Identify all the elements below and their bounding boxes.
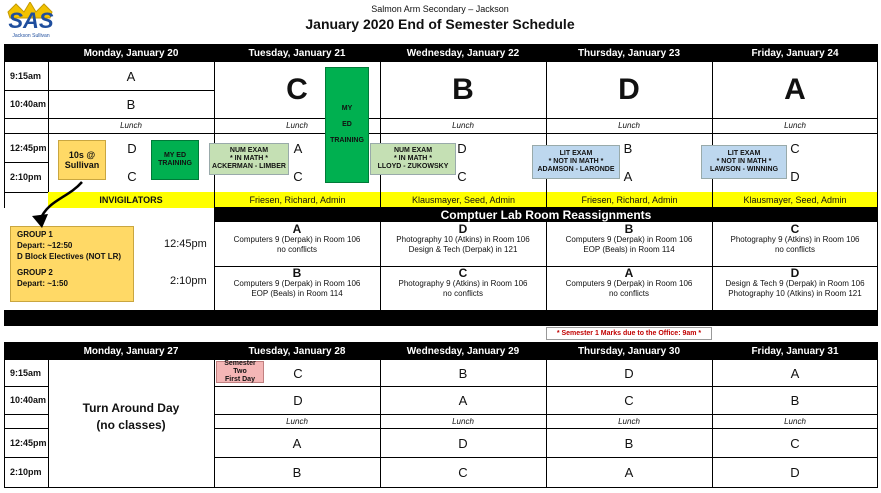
note-line: First Day: [225, 376, 255, 384]
block-cell: D: [293, 393, 303, 408]
lab-cell: [214, 267, 380, 299]
big-block-letter: D: [618, 73, 640, 106]
logo: [4, 2, 56, 42]
block-cell: A: [126, 68, 136, 84]
lab-letter: C: [790, 222, 800, 236]
note-line: TRAINING: [330, 137, 364, 145]
exam-note: NUM EXAM * IN MATH * LLOYD - ZUKOWSKY: [370, 143, 456, 175]
block-cell: A: [292, 435, 302, 451]
lunch-label: Lunch: [452, 121, 474, 130]
lab-letter: D: [790, 266, 800, 280]
logo-sub: Jackson Sullivan: [12, 33, 50, 39]
lab-cell: [380, 223, 546, 255]
time-label: 12:45pm: [10, 437, 47, 448]
lab-line: Photography 9 (Atkins) in Room 106: [398, 279, 528, 288]
group-line: GROUP 1: [17, 230, 53, 239]
lunch-label: Lunch: [784, 121, 806, 130]
block-cell: C: [293, 168, 303, 184]
block-cell: A: [790, 365, 800, 381]
exam-note: LIT EXAM * NOT IN MATH * LAWSON - WINNING: [701, 145, 787, 179]
myed-training-tall-note: [325, 67, 369, 183]
block-cell: C: [457, 168, 467, 184]
lab-letter: C: [458, 266, 468, 280]
marks-due-note: * Semester 1 Marks due to the Office: 9am *: [546, 327, 712, 340]
big-block-letter: C: [286, 73, 308, 106]
lunch-label: Lunch: [286, 121, 308, 130]
group-line: GROUP 2: [17, 268, 53, 278]
invigilator-names: Friesen, Richard, Admin: [547, 192, 712, 208]
block-cell: D: [790, 465, 800, 480]
lab-line: Computers 9 (Derpak) in Room 106: [565, 235, 693, 244]
lab-letter: A: [624, 266, 634, 280]
lab-line: Design & Tech 9 (Derpak) in Room 106: [725, 279, 865, 288]
lab-letter: B: [292, 266, 302, 280]
day-header: Wednesday, January 29: [406, 345, 520, 357]
lab-line: Computers 9 (Derpak) in Room 106: [233, 279, 361, 288]
lab-time: 2:10pm: [170, 275, 207, 287]
lab-letter: D: [458, 222, 468, 236]
day-header: Wednesday, January 22: [406, 47, 520, 59]
arrow-icon: [28, 180, 88, 232]
block-cell: A: [293, 140, 303, 156]
day-header: Friday, January 24: [751, 47, 839, 59]
day-header: Tuesday, January 21: [248, 47, 346, 59]
lunch-label: Lunch: [286, 417, 308, 426]
lab-line: Computers 9 (Derpak) in Room 106: [565, 279, 693, 288]
block-cell: A: [623, 168, 633, 184]
block-cell: D: [127, 140, 137, 156]
note-line: ED: [342, 120, 352, 128]
sullivan-note: 10s @ Sullivan: [58, 140, 106, 180]
time-label: 9:15am: [10, 71, 42, 81]
lab-line: Computers 9 (Derpak) in Room 106: [233, 235, 361, 244]
lab-line: Photography 10 (Atkins) in Room 106: [396, 235, 530, 244]
lab-cell: [712, 223, 878, 255]
lab-letter: B: [624, 222, 634, 236]
block-cell: C: [624, 393, 634, 408]
lab-line: Photography 9 (Atkins) in Room 106: [730, 235, 860, 244]
time-label: 12:45pm: [10, 142, 47, 153]
lab-cell: [546, 267, 712, 299]
block-cell: B: [292, 465, 302, 480]
school-name: Salmon Arm Secondary – Jackson: [371, 4, 509, 14]
lab-line: no conflicts: [774, 245, 816, 254]
time-label: 2:10pm: [10, 467, 42, 477]
day-header: Monday, January 20: [83, 47, 179, 59]
day-header: Tuesday, January 28: [248, 345, 346, 357]
block-cell: B: [790, 393, 800, 408]
invigilators-label: INVIGILATORS: [48, 192, 214, 208]
lab-cell: [712, 267, 878, 299]
time-label: 10:40am: [10, 395, 47, 405]
invigilator-names: Klausmayer, Seed, Admin: [713, 192, 877, 208]
lab-line: no conflicts: [442, 289, 484, 298]
block-cell: B: [126, 96, 136, 112]
group-line: Depart: ~1:50: [17, 279, 68, 289]
lunch-label: Lunch: [120, 121, 142, 130]
time-label: 2:10pm: [10, 172, 42, 182]
block-cell: D: [457, 140, 467, 156]
block-cell: C: [790, 140, 800, 156]
day-header: Friday, January 31: [751, 345, 839, 357]
lab-line: EOP (Beals) in Room 114: [251, 289, 343, 298]
block-cell: D: [624, 365, 634, 381]
myed-training-note: MY ED TRAINING: [151, 140, 199, 180]
invigilator-names: Friesen, Richard, Admin: [215, 192, 380, 208]
big-block-letter: B: [452, 73, 474, 106]
turnaround-note: [48, 400, 214, 434]
block-cell: C: [293, 365, 303, 381]
semester-two-note: [216, 361, 264, 383]
lab-line: no conflicts: [608, 289, 650, 298]
lab-cell: [214, 223, 380, 255]
note-line: MY: [341, 104, 353, 112]
block-cell: C: [458, 465, 468, 480]
day-header: Thursday, January 30: [577, 345, 681, 357]
exam-note: NUM EXAM * IN MATH * ACKERMAN - LIMBER: [209, 143, 289, 175]
lunch-label: Lunch: [784, 417, 806, 426]
block-cell: D: [458, 435, 468, 451]
lab-line: no conflicts: [276, 245, 318, 254]
lab-line: EOP (Beals) in Room 114: [583, 245, 675, 254]
exam-note: LIT EXAM * NOT IN MATH * ADAMSON - LARONDE: [532, 145, 620, 179]
block-cell: D: [790, 168, 800, 184]
time-label: 9:15am: [10, 368, 42, 378]
block-cell: C: [127, 168, 137, 184]
lab-letter: A: [292, 222, 302, 236]
invigilator-names: Klausmayer, Seed, Admin: [381, 192, 546, 208]
separator-bar: [4, 310, 878, 326]
lab-line: Design & Tech (Derpak) in 121: [408, 245, 518, 254]
note-line: Semester Two: [224, 359, 256, 375]
lab-line: Photography 10 (Atkins) in Room 121: [728, 289, 862, 298]
lunch-label: Lunch: [452, 417, 474, 426]
day-header: Thursday, January 23: [577, 47, 681, 59]
block-cell: A: [624, 465, 634, 480]
block-cell: A: [458, 393, 468, 408]
group-note: [10, 226, 134, 302]
logo-text: SAS: [8, 8, 54, 33]
week2-header-row: [4, 342, 878, 360]
block-cell: B: [623, 140, 633, 156]
lab-cell: [546, 223, 712, 255]
block-cell: B: [458, 365, 468, 381]
lab-title: Comptuer Lab Room Reassignments: [214, 207, 878, 222]
day-header: Monday, January 27: [83, 345, 179, 357]
time-label: 10:40am: [10, 99, 47, 109]
group-line: D Block Electives (NOT LR): [17, 251, 122, 261]
page-title: January 2020 End of Semester Schedule: [305, 16, 575, 32]
big-block-letter: A: [784, 73, 806, 106]
week1-header-row: [4, 44, 878, 62]
group-line: Depart: ~12:50: [17, 240, 73, 250]
lunch-label: Lunch: [618, 121, 640, 130]
lab-cell: [380, 267, 546, 299]
turnaround-line: (no classes): [96, 417, 166, 432]
block-cell: B: [624, 435, 634, 451]
lunch-label: Lunch: [618, 417, 640, 426]
block-cell: C: [790, 435, 800, 451]
turnaround-line: Turn Around Day: [82, 401, 180, 415]
lab-time: 12:45pm: [164, 238, 207, 250]
